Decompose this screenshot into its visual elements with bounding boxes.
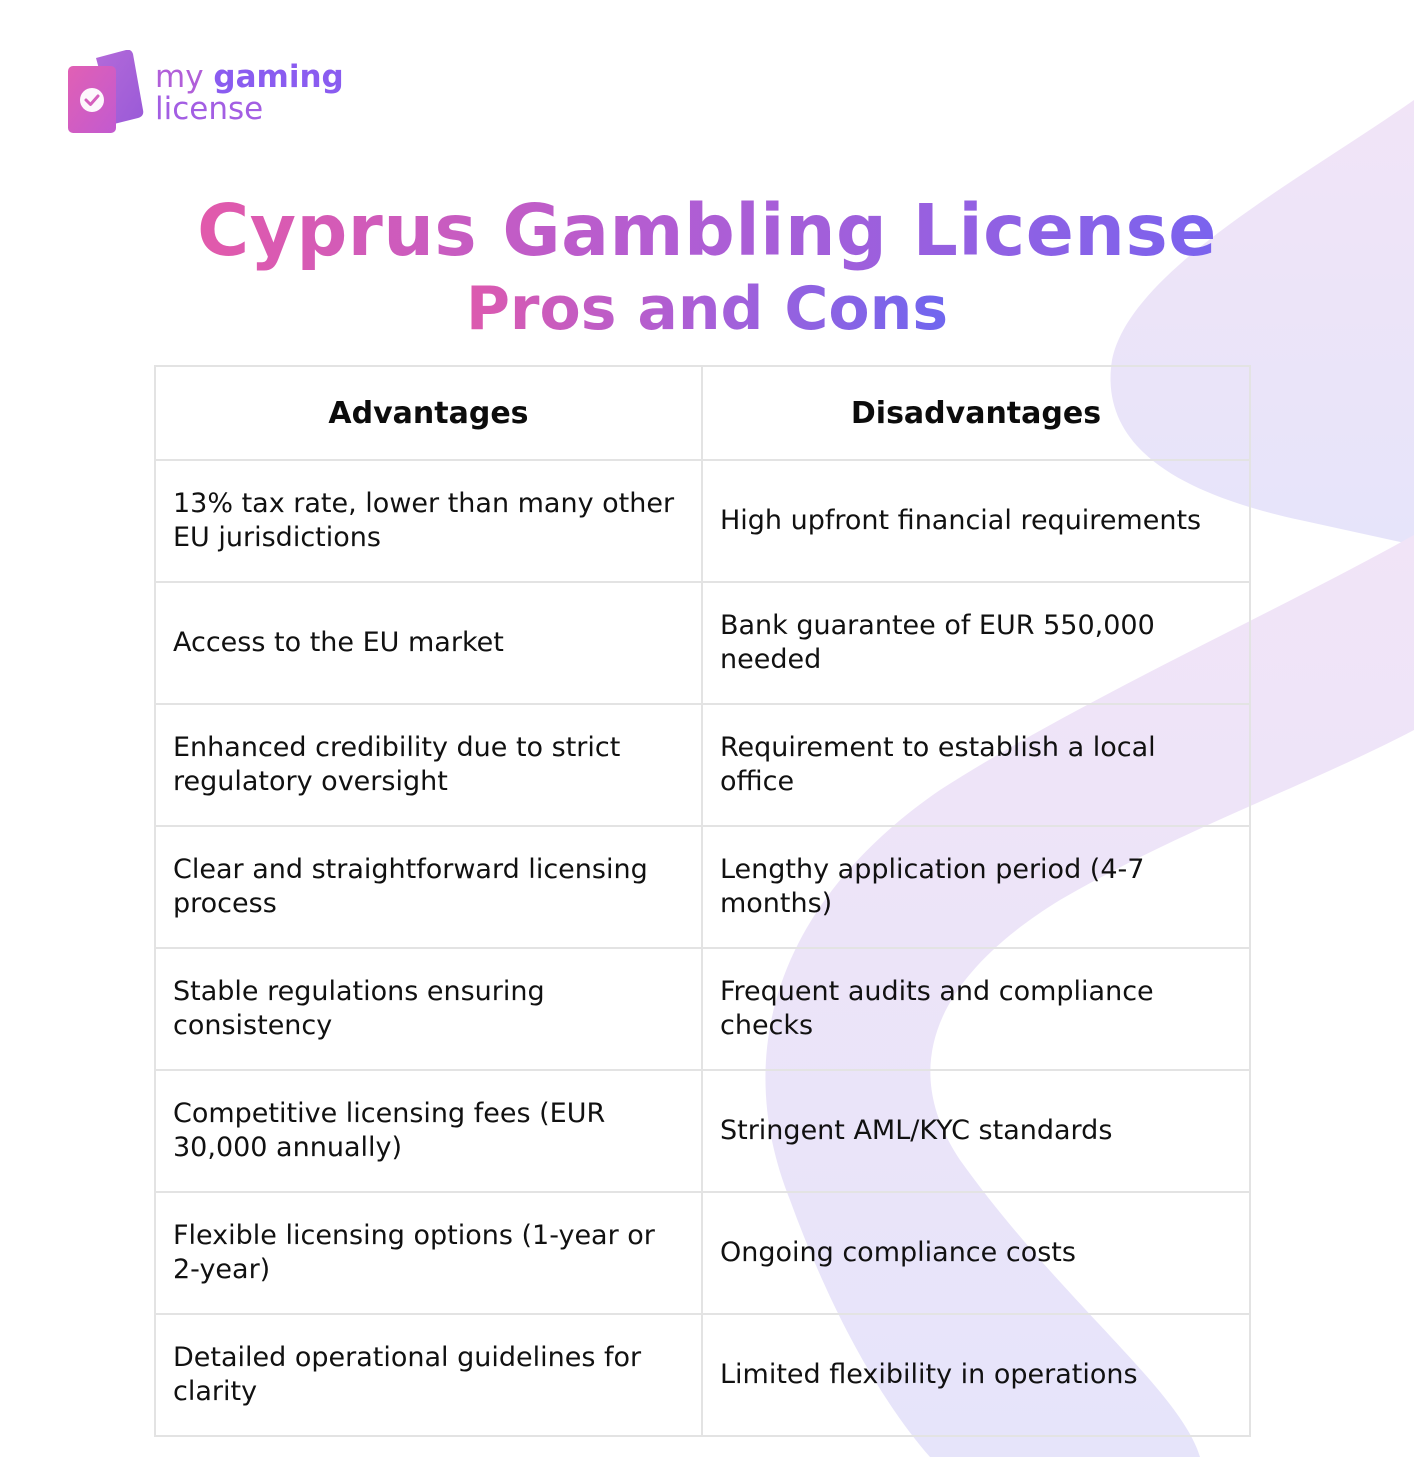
disadvantage-cell: Limited flexibility in operations [702,1314,1250,1436]
logo-gaming: gaming [213,59,344,95]
advantage-cell: Access to the EU market [155,582,702,704]
header-disadvantages: Disadvantages [702,366,1250,460]
disadvantage-cell: Stringent AML/KYC standards [702,1070,1250,1192]
table-row [155,1314,1250,1436]
disadvantage-cell: Requirement to establish a local office [702,704,1250,826]
advantage-cell: 13% tax rate, lower than many other EU jurisdictions [155,460,702,582]
table-row [155,826,1250,948]
disadvantage-cell: High upfront financial requirements [702,460,1250,582]
advantage-cell: Enhanced credibility due to strict regulatory oversight [155,704,702,826]
table-row [155,948,1250,1070]
license-card-icon [66,50,146,136]
table-row [155,582,1250,704]
table-row [155,460,1250,582]
page-title: Cyprus Gambling License [197,189,1217,272]
advantage-cell: Competitive licensing fees (EUR 30,000 annually) [155,1070,702,1192]
logo-my: my [155,59,204,95]
disadvantage-cell: Frequent audits and compliance checks [702,948,1250,1070]
brand-wordmark [155,61,344,125]
disadvantage-cell: Bank guarantee of EUR 550,000 needed [702,582,1250,704]
advantage-cell: Detailed operational guidelines for clarity [155,1314,702,1436]
table-row [155,1192,1250,1314]
brand-logo[interactable] [66,50,366,140]
page-subtitle: Pros and Cons [465,274,949,344]
pros-cons-table [154,365,1251,1437]
disadvantage-cell: Ongoing compliance costs [702,1192,1250,1314]
advantage-cell: Flexible licensing options (1-year or 2-year) [155,1192,702,1314]
page-heading [0,188,1414,344]
table-header-row [155,366,1250,460]
advantage-cell: Clear and straightforward licensing process [155,826,702,948]
logo-license: license [155,91,264,127]
disadvantage-cell: Lengthy application period (4-7 months) [702,826,1250,948]
table-row [155,1070,1250,1192]
header-advantages: Advantages [155,366,702,460]
table-row [155,704,1250,826]
advantage-cell: Stable regulations ensuring consistency [155,948,702,1070]
